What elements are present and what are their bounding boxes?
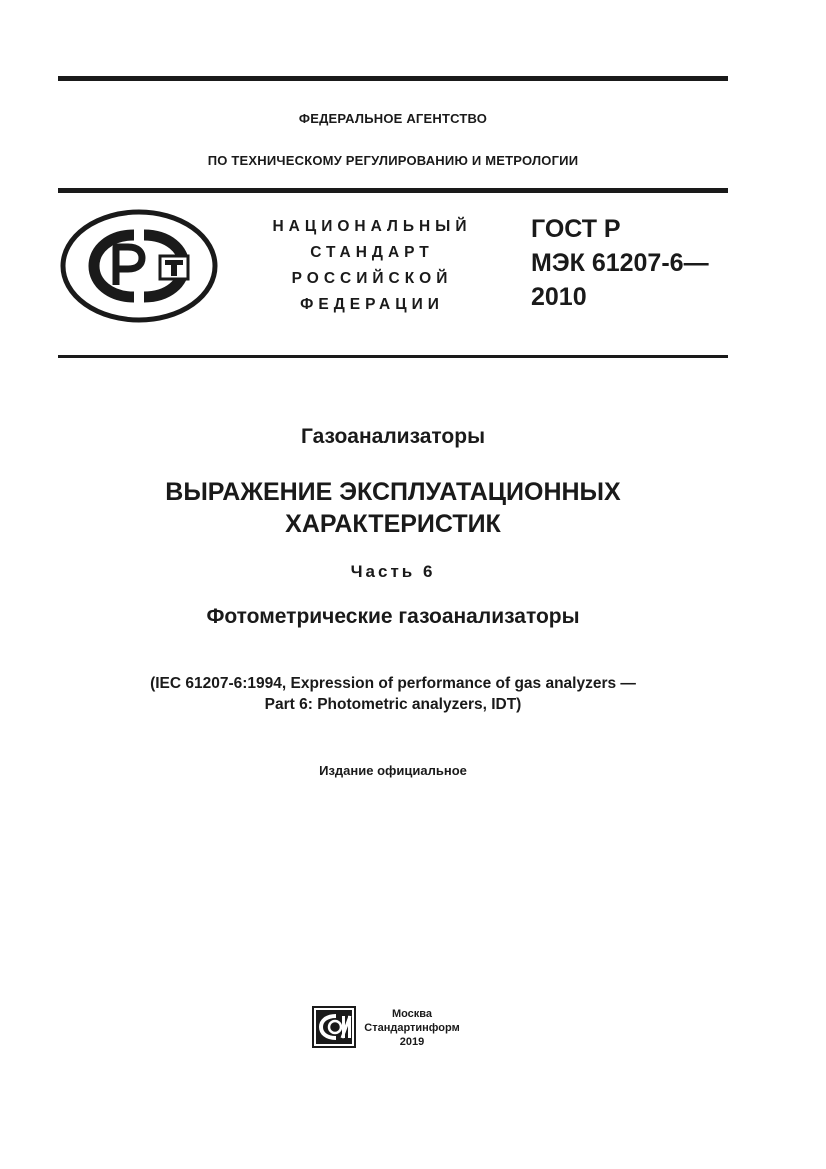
standartinform-logo-icon (312, 1006, 356, 1048)
part-number: Часть 6 (350, 562, 436, 581)
bottom-rule (58, 355, 728, 358)
publisher-imprint (364, 1007, 460, 1049)
original-reference-line1: (IEC 61207-6:1994, Expression of performance of gas analyzers — (150, 675, 636, 692)
rst-emblem-icon (60, 209, 218, 323)
part-subtitle: Фотометрические газоанализаторы (206, 605, 580, 628)
middle-rule (58, 188, 728, 193)
document-subject: Газоанализаторы (300, 425, 486, 448)
title-line1: ВЫРАЖЕНИЕ ЭКСПЛУАТАЦИОННЫХ (165, 478, 621, 506)
imprint-publisher: Стандартинформ (364, 1022, 460, 1034)
standard-type-line2: СТАНДАРТ (310, 244, 434, 261)
standard-designation (531, 212, 709, 314)
designation-line3: 2010 (531, 283, 587, 311)
top-rule (58, 76, 728, 81)
designation-line1: ГОСТ Р (531, 215, 621, 243)
standard-type-line1: НАЦИОНАЛЬНЫЙ (272, 218, 472, 235)
designation-line2: МЭК 61207-6— (531, 249, 709, 277)
imprint-city: Москва (391, 1008, 433, 1020)
standard-type-line3: РОССИЙСКОЙ (291, 270, 453, 287)
title-line2: ХАРАКТЕРИСТИК (285, 510, 501, 538)
document-title (58, 476, 728, 540)
national-standard-block (258, 214, 486, 318)
original-standard-reference (58, 673, 728, 715)
standard-type-line4: ФЕДЕРАЦИИ (300, 296, 444, 313)
imprint-year: 2019 (399, 1036, 425, 1048)
agency-name-line1: ФЕДЕРАЛЬНОЕ АГЕНТСТВО (298, 111, 488, 126)
original-reference-line2: Part 6: Photometric analyzers, IDT) (264, 696, 522, 713)
agency-name-line2: ПО ТЕХНИЧЕСКОМУ РЕГУЛИРОВАНИЮ И МЕТРОЛОГИИ (207, 153, 579, 168)
edition-note: Издание официальное (319, 763, 467, 778)
